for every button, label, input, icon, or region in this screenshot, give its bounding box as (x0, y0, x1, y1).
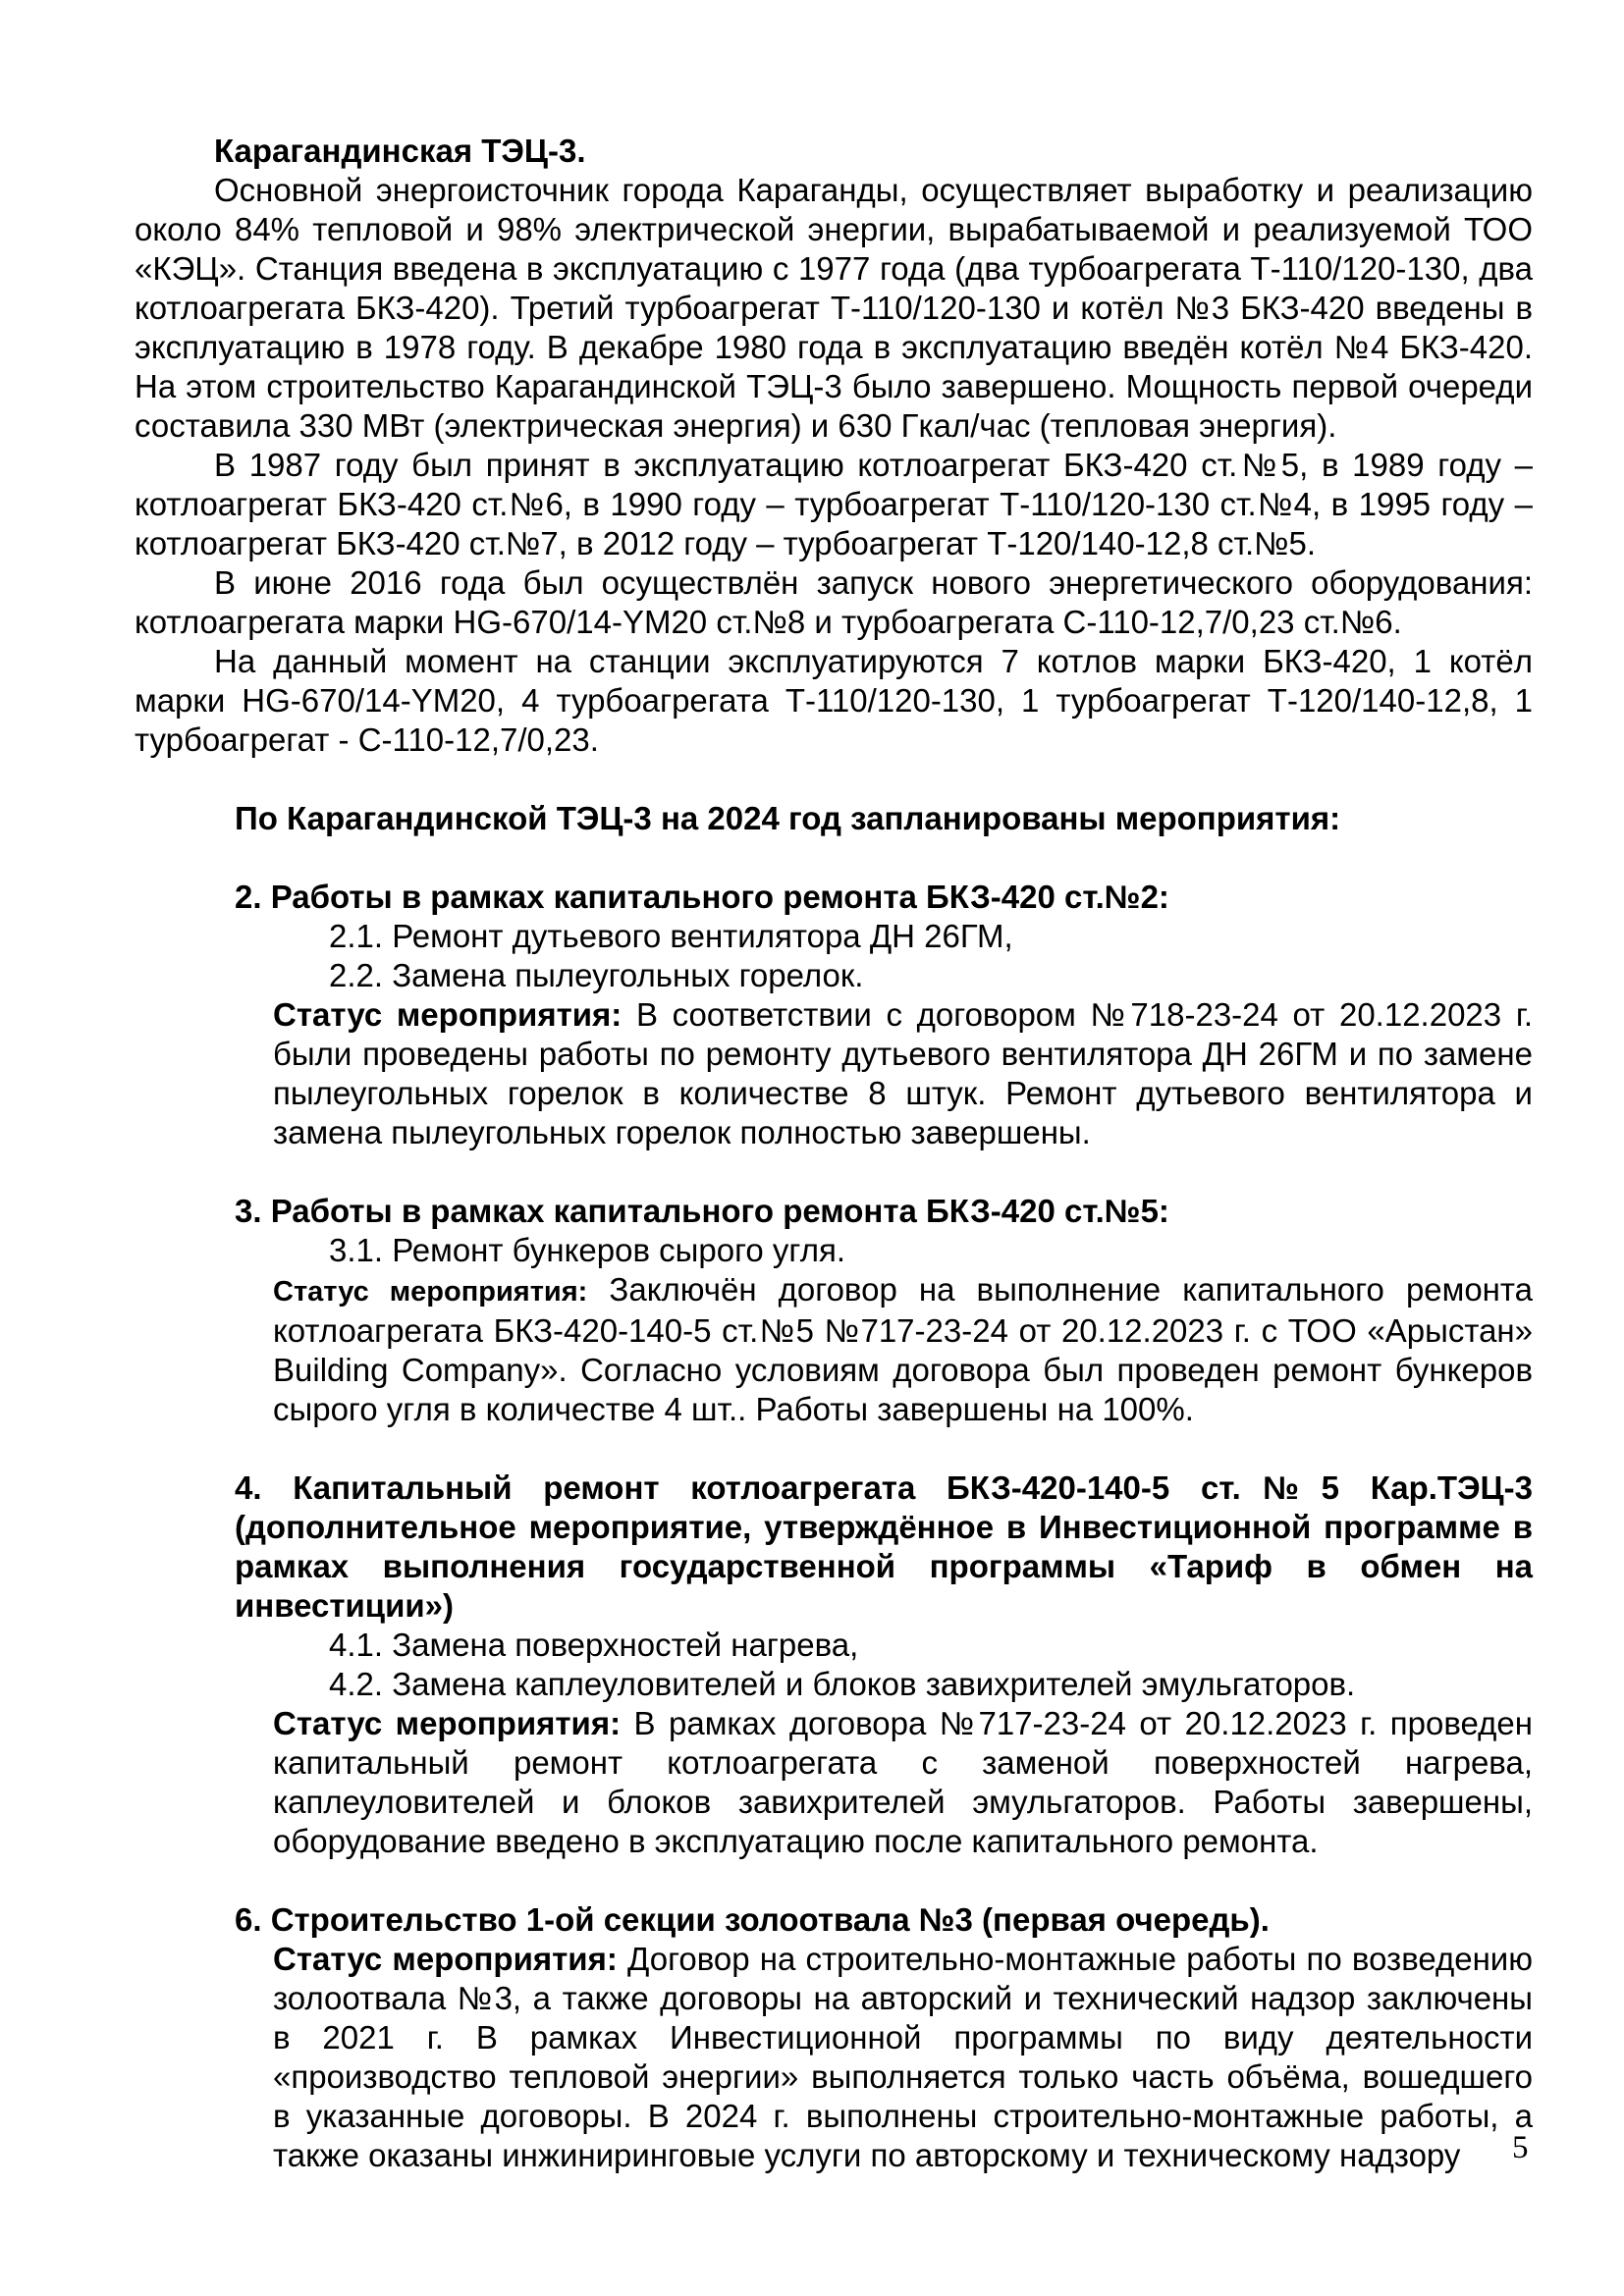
status-label: Статус мероприятия: (273, 1941, 618, 1977)
section-title: 3. Работы в рамках капитального ремонта БКЗ-420 ст.№5: (235, 1193, 1169, 1229)
status-text: Заключён договор на выполнение капитального ремонта котлоагрегата БКЗ-420-140-5 ст.№5 №717-23-24 от 20.12.2023 г. с ТОО «Арыстан» Building Company». Согласно условиям договора был проведен ремонт бункеров сырого угля в количестве 4 шт.. Работы завершены на 100%. (273, 1271, 1534, 1427)
section-title: 2. Работы в рамках капитального ремонта БКЗ-420 ст.№2: (235, 879, 1169, 915)
section-status (135, 1940, 1533, 2175)
section-6 (135, 1900, 1533, 2175)
section-3 (135, 1192, 1533, 1429)
status-label: Статус мероприятия: (273, 1705, 622, 1741)
section-4 (135, 1468, 1533, 1861)
status-label: Статус мероприятия: (273, 996, 623, 1033)
intro-paragraph: Основной энергоисточник города Караганды, осуществляет выработку и реализацию около 84% тепловой и 98% электрической энергии, вырабатываемой и реализуемой ТОО «КЭЦ». Станция введена в эксплуатацию с 1977 года (два турбоагрегата Т-110/120-130, два котлоагрегата БКЗ-420). Третий турбоагрегат Т-110/120-130 и котёл №3 БКЗ-420 введены в эксплуатацию в 1978 году. В декабре 1980 года в эксплуатацию введён котёл №4 БКЗ-420. На этом строительство Карагандинской ТЭЦ-3 было завершено. Мощность первой очереди составила 330 МВт (электрическая энергия) и 630 Гкал/час (тепловая энергия). (135, 172, 1533, 444)
history-paragraph: В 1987 году был принят в эксплуатацию котлоагрегат БКЗ-420 ст.№5, в 1989 году – котлоагрегат БКЗ-420 ст.№6, в 1990 году – турбоагрегат Т-110/120-130 ст.№4, в 1995 году – котлоагрегат БКЗ-420 ст.№7, в 2012 году – турбоагрегат Т-120/140-12,8 ст.№5. (135, 447, 1533, 561)
section-title: 6. Строительство 1-ой секции золоотвала №3 (первая очередь). (235, 1901, 1270, 1938)
section-status (135, 1704, 1533, 1861)
section-item: 3.1. Ремонт бункеров сырого угля. (329, 1232, 846, 1268)
section-title: 4. Капитальный ремонт котлоагрегата БКЗ-420-140-5 ст.№5 Кар.ТЭЦ-3 (дополнительное мероприятие, утверждённое в Инвестиционной программе в рамках выполнения государственной программы «Тариф в обмен на инвестиции») (235, 1469, 1533, 1624)
status-text: В соответствии с договором №718-23-24 от 20.12.2023 г. были проведены работы по ремонту дутьевого вентилятора ДН 26ГМ и по замене пылеугольных горелок в количестве 8 штук. Ремонт дутьевого вентилятора и замена пылеугольных горелок полностью завершены. (273, 996, 1533, 1150)
plan-title: По Карагандинской ТЭЦ-3 на 2024 год запланированы мероприятия: (235, 800, 1341, 836)
station-heading: Карагандинская ТЭЦ-3. (214, 133, 586, 169)
page-number: 5 (1512, 2130, 1529, 2165)
launch-paragraph: В июне 2016 года был осуществлён запуск нового энергетического оборудования: котлоагрегата марки HG-670/14-YM20 ст.№8 и турбоагрегата С-110-12,7/0,23 ст.№6. (135, 564, 1533, 640)
section-status (135, 995, 1533, 1152)
section-item: 4.1. Замена поверхностей нагрева, (329, 1627, 859, 1663)
section-status (135, 1270, 1533, 1429)
status-text: В рамках договора №717-23-24 от 20.12.2023 г. проведен капитальный ремонт котлоагрегата с заменой поверхностей нагрева, каплеуловителей и блоков завихрителей эмульгаторов. Работы завершены, оборудование введено в эксплуатацию после капитального ремонта. (273, 1705, 1533, 1859)
section-item: 2.2. Замена пылеугольных горелок. (329, 957, 864, 993)
current-equipment-paragraph: На данный момент на станции эксплуатируются 7 котлов марки БКЗ-420, 1 котёл марки HG-670/14-YM20, 4 турбоагрегата Т-110/120-130, 1 турбоагрегат Т-120/140-12,8, 1 турбоагрегат - С-110-12,7/0,23. (135, 643, 1533, 758)
status-text: Договор на строительно-монтажные работы по возведению золоотвала №3, а также договоры на авторский и технический надзор заключены в 2021 г. В рамках Инвестиционной программы по виду деятельности «производство тепловой энергии» выполняется только часть объёма, вошедшего в указанные договоры. В 2024 г. выполнены строительно-монтажные работы, а также оказаны инжиниринговые услуги по авторскому и техническому надзору (273, 1941, 1533, 2173)
section-item: 2.1. Ремонт дутьевого вентилятора ДН 26ГМ, (329, 918, 1013, 954)
section-item: 4.2. Замена каплеуловителей и блоков завихрителей эмульгаторов. (329, 1666, 1356, 1702)
status-label: Статус мероприятия: (273, 1276, 588, 1308)
section-2 (135, 878, 1533, 1152)
page-content (135, 132, 1533, 2175)
